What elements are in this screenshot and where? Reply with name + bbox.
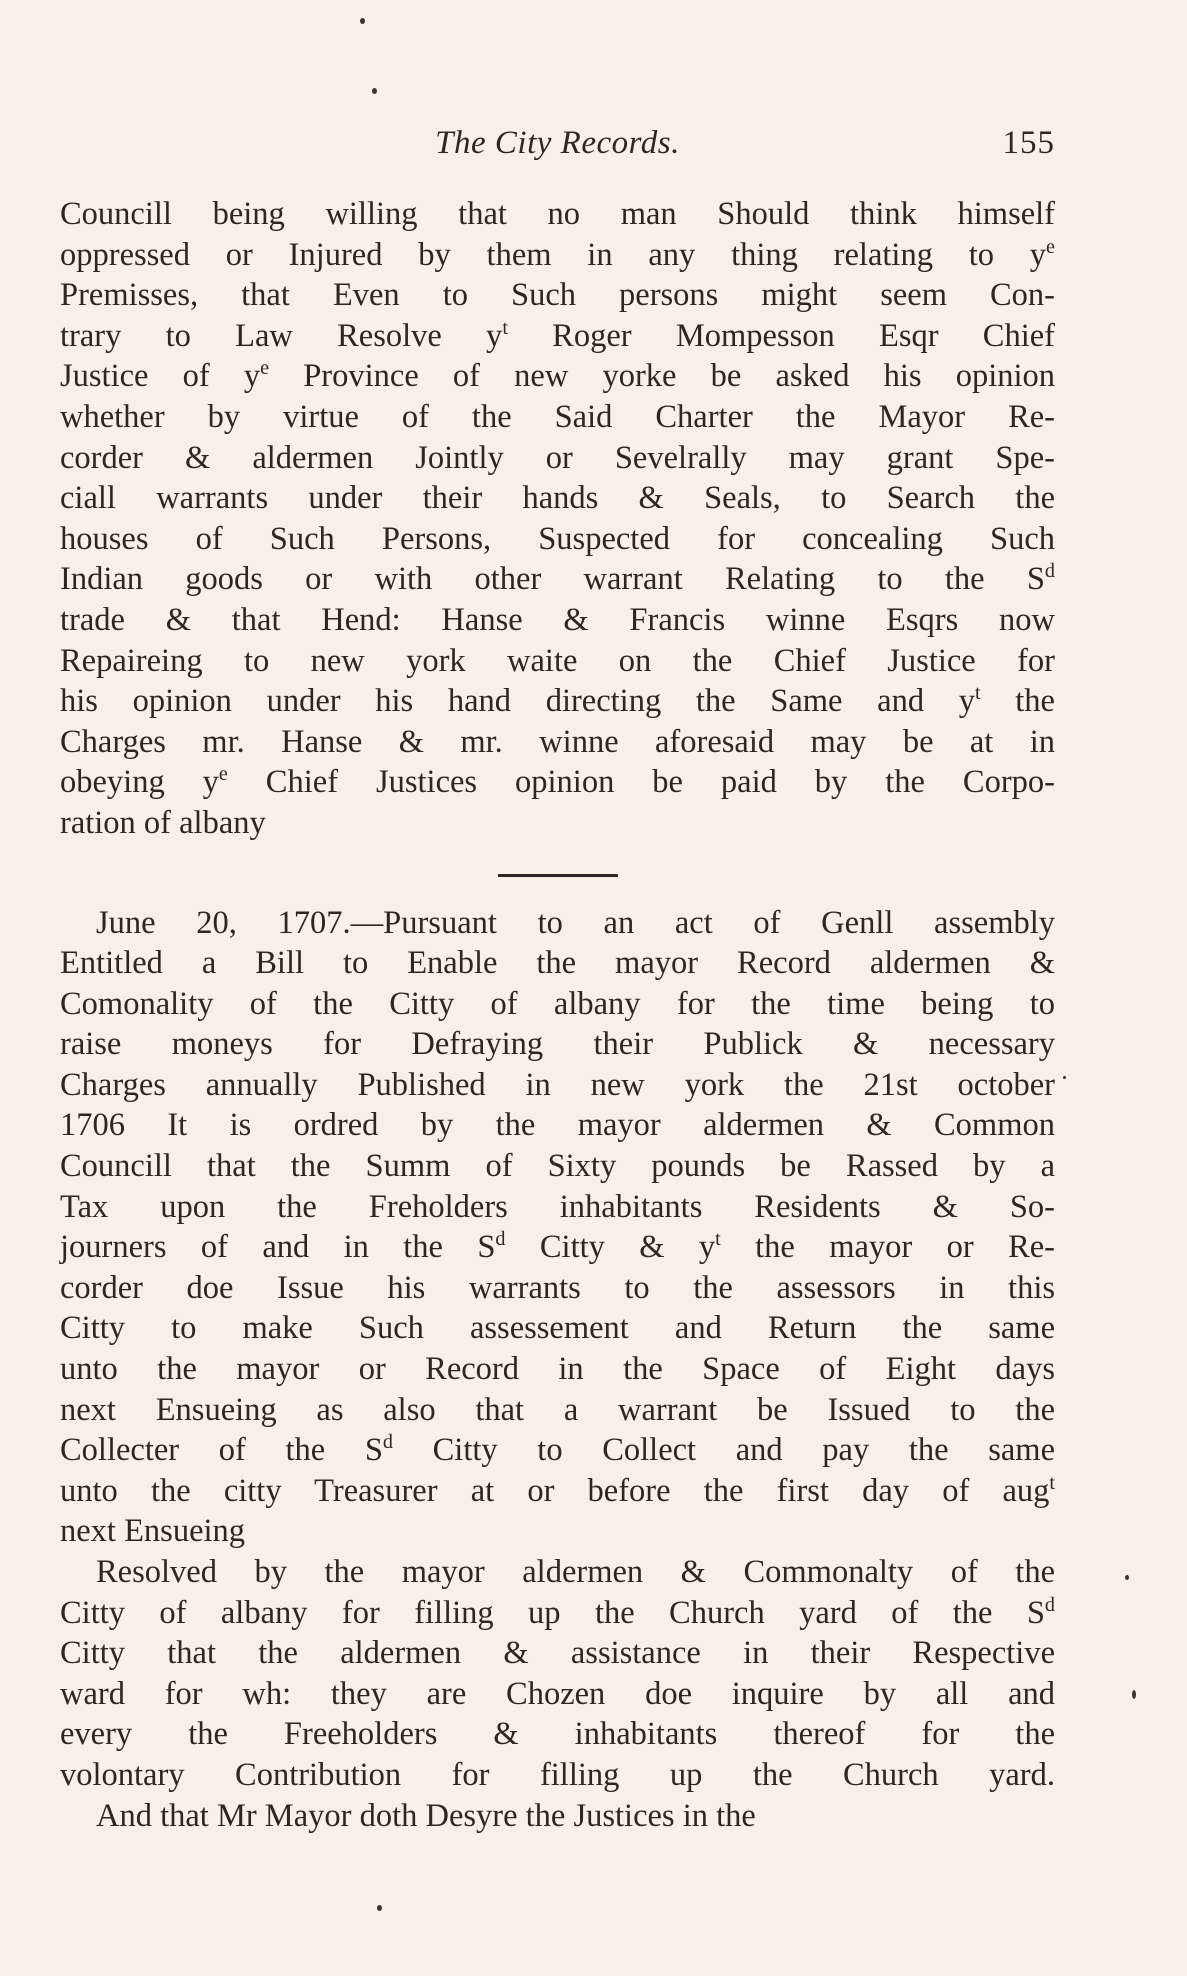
ink-speck <box>377 1905 382 1911</box>
text-line: ration of albany <box>60 804 266 841</box>
text-line: June 20, 1707.—Pursuant to an act of Genll assembly <box>96 904 1055 941</box>
paragraph-church-yard <box>60 1552 1055 1836</box>
text-line: corder doe Issue his warrants to the assessors in this <box>60 1269 1055 1306</box>
text-line: every the Freeholders & inhabitants thereof for the <box>60 1716 1055 1753</box>
text-line: trade & that Hend: Hanse & Francis winne Esqrs now <box>60 601 1055 638</box>
body-text <box>60 194 1055 1836</box>
ink-speck <box>360 18 365 24</box>
ink-speck <box>1132 1690 1136 1699</box>
text-line: Repaireing to new york waite on the Chief Justice for <box>60 642 1055 679</box>
paragraph-council-resolution <box>60 194 1055 844</box>
text-line: Comonality of the Citty of albany for the time being to <box>60 985 1055 1022</box>
text-line: Councill that the Summ of Sixty pounds be Rassed by a <box>60 1148 1055 1185</box>
text-line: next Ensueing <box>60 1513 246 1550</box>
text-line: corder & aldermen Jointly or Sevelrally may grant Spe- <box>60 439 1055 476</box>
ink-speck <box>1063 1076 1066 1079</box>
text-line: volontary Contribution for filling up the Church yard. <box>60 1756 1055 1793</box>
running-title: The City Records. <box>435 125 680 161</box>
paragraph-tax-ordinance <box>60 903 1055 1553</box>
text-line: Charges annually Published in new york the 21st october <box>60 1066 1055 1103</box>
text-line: raise moneys for Defraying their Publick & necessary <box>60 1026 1055 1063</box>
text-line: Resolved by the mayor aldermen & Commonalty of the <box>96 1554 1055 1590</box>
text-line: oppressed or Injured by them in any thing relating to $y^e$ <box>60 235 1055 273</box>
text-line: Premisses, that Even to Such persons might seem Con- <box>60 277 1055 314</box>
text-line: Tax upon the Freholders inhabitants Residents & So- <box>60 1188 1055 1225</box>
text-line: unto the citty Treasurer at or before the first day of aug$^t$ <box>60 1471 1055 1509</box>
text-line: Justice of $y^e$ Province of new yorke be asked his opinion <box>60 357 1056 395</box>
page-header <box>60 125 1055 169</box>
text-line: Citty that the aldermen & assistance in their Respective <box>60 1635 1055 1672</box>
ink-speck <box>1125 1575 1129 1580</box>
text-line: obeying $y^e$ Chief Justices opinion be paid by the Corpo- <box>60 763 1055 801</box>
text-line: 1706 It is ordred by the mayor aldermen & Common <box>60 1107 1055 1144</box>
text-line: And that Mr Mayor doth Desyre the Justices in the <box>96 1797 756 1834</box>
page-number: 155 <box>1002 125 1055 161</box>
text-line: whether by virtue of the Said Charter the Mayor Re- <box>60 398 1055 435</box>
text-line: ward for wh: they are Chozen doe inquire by all and <box>60 1675 1055 1712</box>
text-line: Citty of albany for filling up the Church yard of the $S^d$ <box>60 1593 1055 1631</box>
text-line: Charges mr. Hanse & mr. winne aforesaid may be at in <box>60 723 1055 760</box>
text-line: journers of and in the $S^d$ Citty & $y^t$ the mayor or Re- <box>60 1228 1056 1266</box>
text-line: Citty to make Such assessement and Return the same <box>60 1310 1055 1347</box>
text-line: trary to Law Resolve $y^t$ Roger Mompesson Esqr Chief <box>60 316 1055 354</box>
text-line: Indian goods or with other warrant Relating to the $S^d$ <box>60 560 1055 598</box>
text-line: Councill being willing that no man Should think himself <box>60 196 1055 232</box>
ink-speck <box>372 88 377 94</box>
text-line: houses of Such Persons, Suspected for concealing Such <box>60 520 1055 557</box>
text-line: unto the mayor or Record in the Space of Eight days <box>60 1351 1055 1388</box>
section-divider <box>498 874 618 877</box>
text-line: Collecter of the $S^d$ Citty to Collect and pay the same <box>60 1431 1055 1469</box>
text-line: Entitled a Bill to Enable the mayor Record aldermen & <box>60 945 1055 982</box>
text-line: his opinion under his hand directing the Same and $y^t$ the <box>60 682 1055 720</box>
text-line: next Ensueing as also that a warrant be Issued to the <box>60 1391 1055 1428</box>
text-line: ciall warrants under their hands & Seals, to Search the <box>60 480 1055 517</box>
